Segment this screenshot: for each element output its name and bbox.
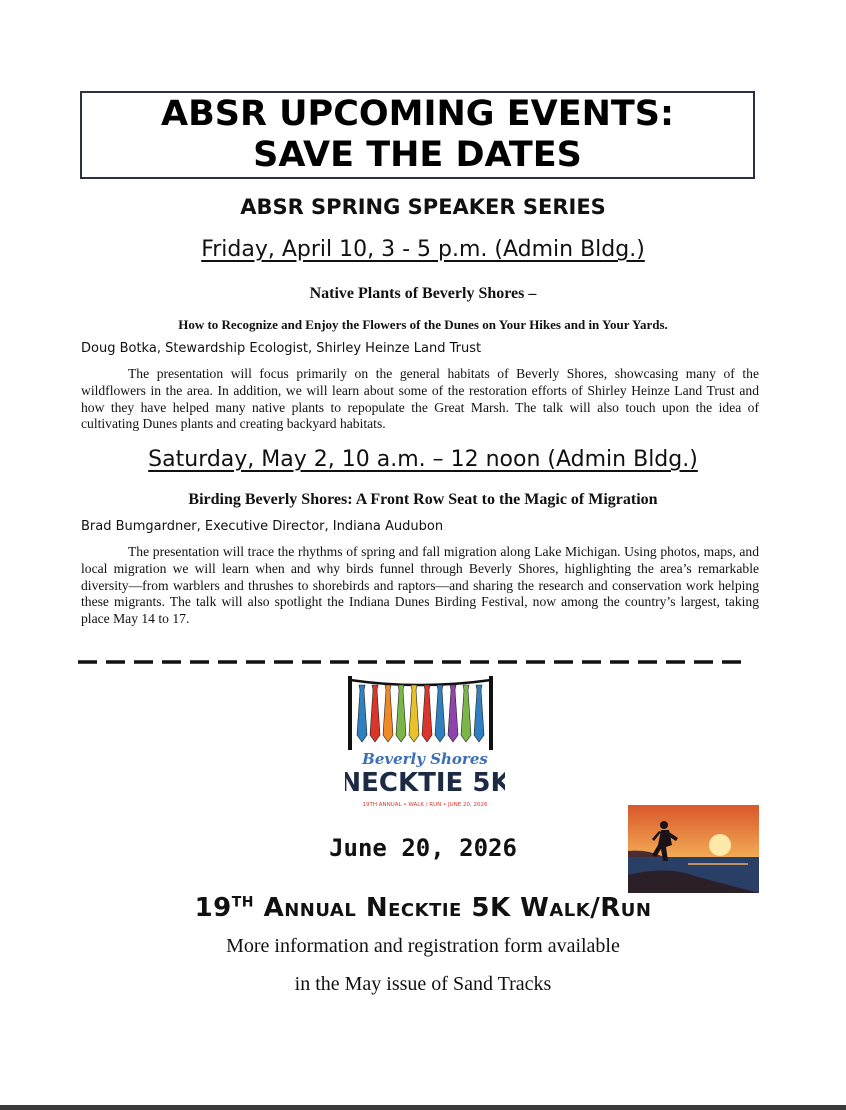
series-title: ABSR SPRING SPEAKER SERIES [240,195,606,219]
info-line-2: in the May issue of Sand Tracks [294,973,552,995]
event-2-title: Birding Beverly Shores: A Front Row Seat to the Magic of Migration [188,491,658,508]
logo-script: Beverly Shores [362,750,488,768]
title-box [80,91,755,179]
necktie-icon [448,685,458,742]
event-2-description: The presentation will trace the rhythms of spring and fall migration along Lake Michigan. Using photos, maps, and local migration we will learn when and why birds funnel through Beverly Shores, highlighting the area’s remarkable diversity—from warblers and thrushes to shorebirds and raptors—and sharing the research and conservation work helping these migrants. The talk will also spotlight the Indiana Dunes Birding Festival, now among the country’s largest, taking place May 14 to 17. [81,544,759,627]
event-1-title: Native Plants of Beverly Shores – [309,285,537,302]
necktie-5k-logo [345,674,505,814]
event-1-date: Friday, April 10, 3 - 5 p.m. (Admin Bldg.) [201,237,645,262]
necktie-icon [474,685,484,742]
necktie-icon [383,685,393,742]
necktie-icon [409,685,419,742]
necktie-icon [357,685,367,742]
event-1-subtitle: How to Recognize and Enjoy the Flowers of the Dunes on Your Hikes and in Your Yards. [178,317,668,332]
logo-title: NECKTIE 5K [345,768,505,798]
necktie-icon [422,685,432,742]
title-line-2: SAVE THE DATES [253,135,582,175]
necktie-icon [370,685,380,742]
necktie-icon [461,685,471,742]
annual-number: 19 [194,893,232,923]
dashed-divider [78,652,758,672]
event-2-speaker: Brad Bumgardner, Executive Director, Indiana Audubon [81,519,444,534]
necktie-date: June 20, 2026 [329,834,517,862]
necktie-icon [396,685,406,742]
event-1-speaker: Doug Botka, Stewardship Ecologist, Shirley Heinze Land Trust [81,341,482,356]
info-line-1: More information and registration form available [226,935,620,957]
annual-suffix: TH [231,894,255,911]
runner-sunset-image [628,805,759,893]
bottom-bar [0,1105,846,1110]
annual-text: Annual Necktie 5K Walk/Run [263,893,652,923]
annual-title [0,893,846,923]
event-2-date: Saturday, May 2, 10 a.m. – 12 noon (Admin Bldg.) [148,447,698,472]
logo-tagline: 19TH ANNUAL • WALK / RUN • JUNE 20, 2026 [362,802,488,808]
event-1-description: The presentation will focus primarily on the general habitats of Beverly Shores, showcasing many of the wildflowers in the area. In addition, we will learn about some of the restoration efforts of Shirley Heinze Land Trust and how they have helped many native plants to repopulate the Great Marsh. The talk will also touch upon the idea of cultivating Dunes plants and creating backyard habitats. [81,366,759,432]
title-line-1: ABSR UPCOMING EVENTS: [161,94,674,134]
necktie-icon [435,685,445,742]
